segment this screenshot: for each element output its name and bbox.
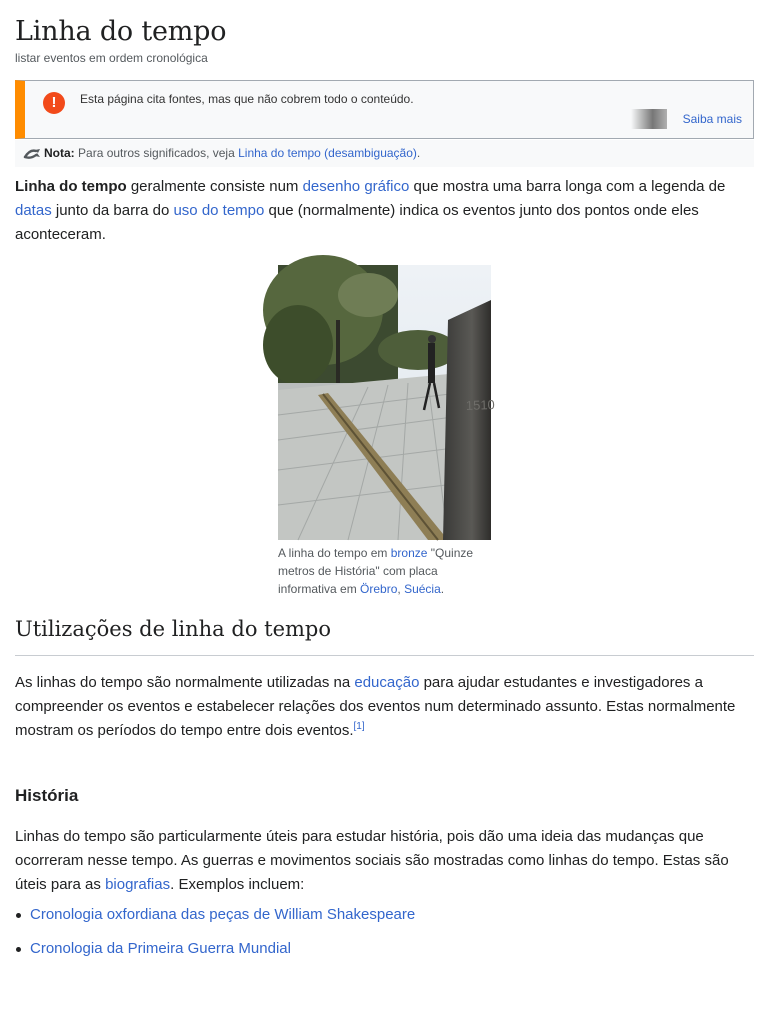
examples-list (15, 903, 415, 971)
intro-text: que mostra uma barra longa com a legenda de (409, 178, 726, 195)
figure (278, 265, 496, 598)
list-item (15, 903, 415, 937)
caption-text: "Quinze metros de História" com placa informativa em (278, 546, 474, 596)
intro-paragraph (15, 175, 755, 248)
caption-text: , (397, 582, 405, 596)
disambiguation-link[interactable]: Linha do tempo (desambiguação) (238, 146, 417, 160)
link-uso-do-tempo[interactable]: uso do tempo (173, 202, 265, 220)
link-educacao[interactable]: educação (354, 674, 420, 691)
intro-text: geralmente consiste num (126, 178, 303, 195)
section-heading-historia[interactable]: História (15, 786, 79, 805)
intro-text: que (normalmente) indica os eventos junto dos pontos onde eles aconteceram. (15, 202, 699, 244)
hatnote-suffix: . (416, 146, 421, 160)
exclamation-icon: ! (43, 92, 65, 114)
link-cronologia-primeira-guerra[interactable]: Cronologia da Primeira Guerra Mundial (30, 940, 291, 957)
learn-more-link[interactable]: Saiba mais (682, 112, 742, 126)
notice-fade (631, 109, 667, 129)
list-item (15, 937, 415, 971)
caption-text: . (440, 582, 445, 596)
citation-notice (15, 80, 754, 139)
link-bronze[interactable]: bronze (390, 546, 428, 560)
timeline-photo[interactable] (278, 265, 496, 540)
disambiguation-icon (23, 146, 43, 160)
historia-paragraph (15, 825, 755, 898)
page-subtitle: listar eventos em ordem cronológica (15, 51, 208, 65)
link-desenho-grafico[interactable]: desenho gráfico (302, 178, 410, 195)
intro-text: junto da barra do (51, 202, 174, 220)
link-suecia[interactable]: Suécia (404, 582, 441, 596)
caption-text: A linha do tempo em (278, 546, 391, 560)
page-title: Linha do tempo (15, 16, 227, 47)
link-cronologia-shakespeare[interactable]: Cronologia oxfordiana das peças de William Shakespeare (30, 906, 416, 923)
link-datas[interactable]: datas (15, 202, 52, 220)
section-text: As linhas do tempo são normalmente utilizadas na (15, 674, 355, 691)
section-text: para ajudar estudantes e investigadores a compreender os eventos e estabelecer relações dos eventos num determinado assunto. Estas normalmente mostram os períodos do tempo entre dois eventos. (15, 674, 736, 740)
hatnote-text (44, 146, 420, 160)
figure-caption (278, 544, 491, 598)
notice-text: Esta página cita fontes, mas que não cobrem todo o conteúdo. (80, 92, 414, 106)
section-text: Linhas do tempo são particularmente úteis para estudar história, pois dão uma ideia das mudanças que ocorreram nesse tempo. As guerras e movimentos sociais são mostradas como linhas do tempo. Estas são úteis para as (15, 828, 729, 894)
link-biografias[interactable]: biografias (105, 876, 171, 894)
link-orebro[interactable]: Örebro (360, 582, 398, 596)
hatnote (15, 140, 754, 167)
intro-bold-term: Linha do tempo (15, 178, 127, 195)
section-text: . Exemplos incluem: (170, 876, 305, 894)
svg-text:1510: 1510 (465, 396, 496, 413)
hatnote-body: Para outros significados, veja (78, 146, 235, 160)
reference-link[interactable]: [1] (353, 721, 365, 733)
section-heading-utilizacoes[interactable]: Utilizações de linha do tempo (15, 617, 754, 656)
hatnote-prefix: Nota: (44, 146, 75, 160)
utilizacoes-paragraph (15, 671, 755, 744)
